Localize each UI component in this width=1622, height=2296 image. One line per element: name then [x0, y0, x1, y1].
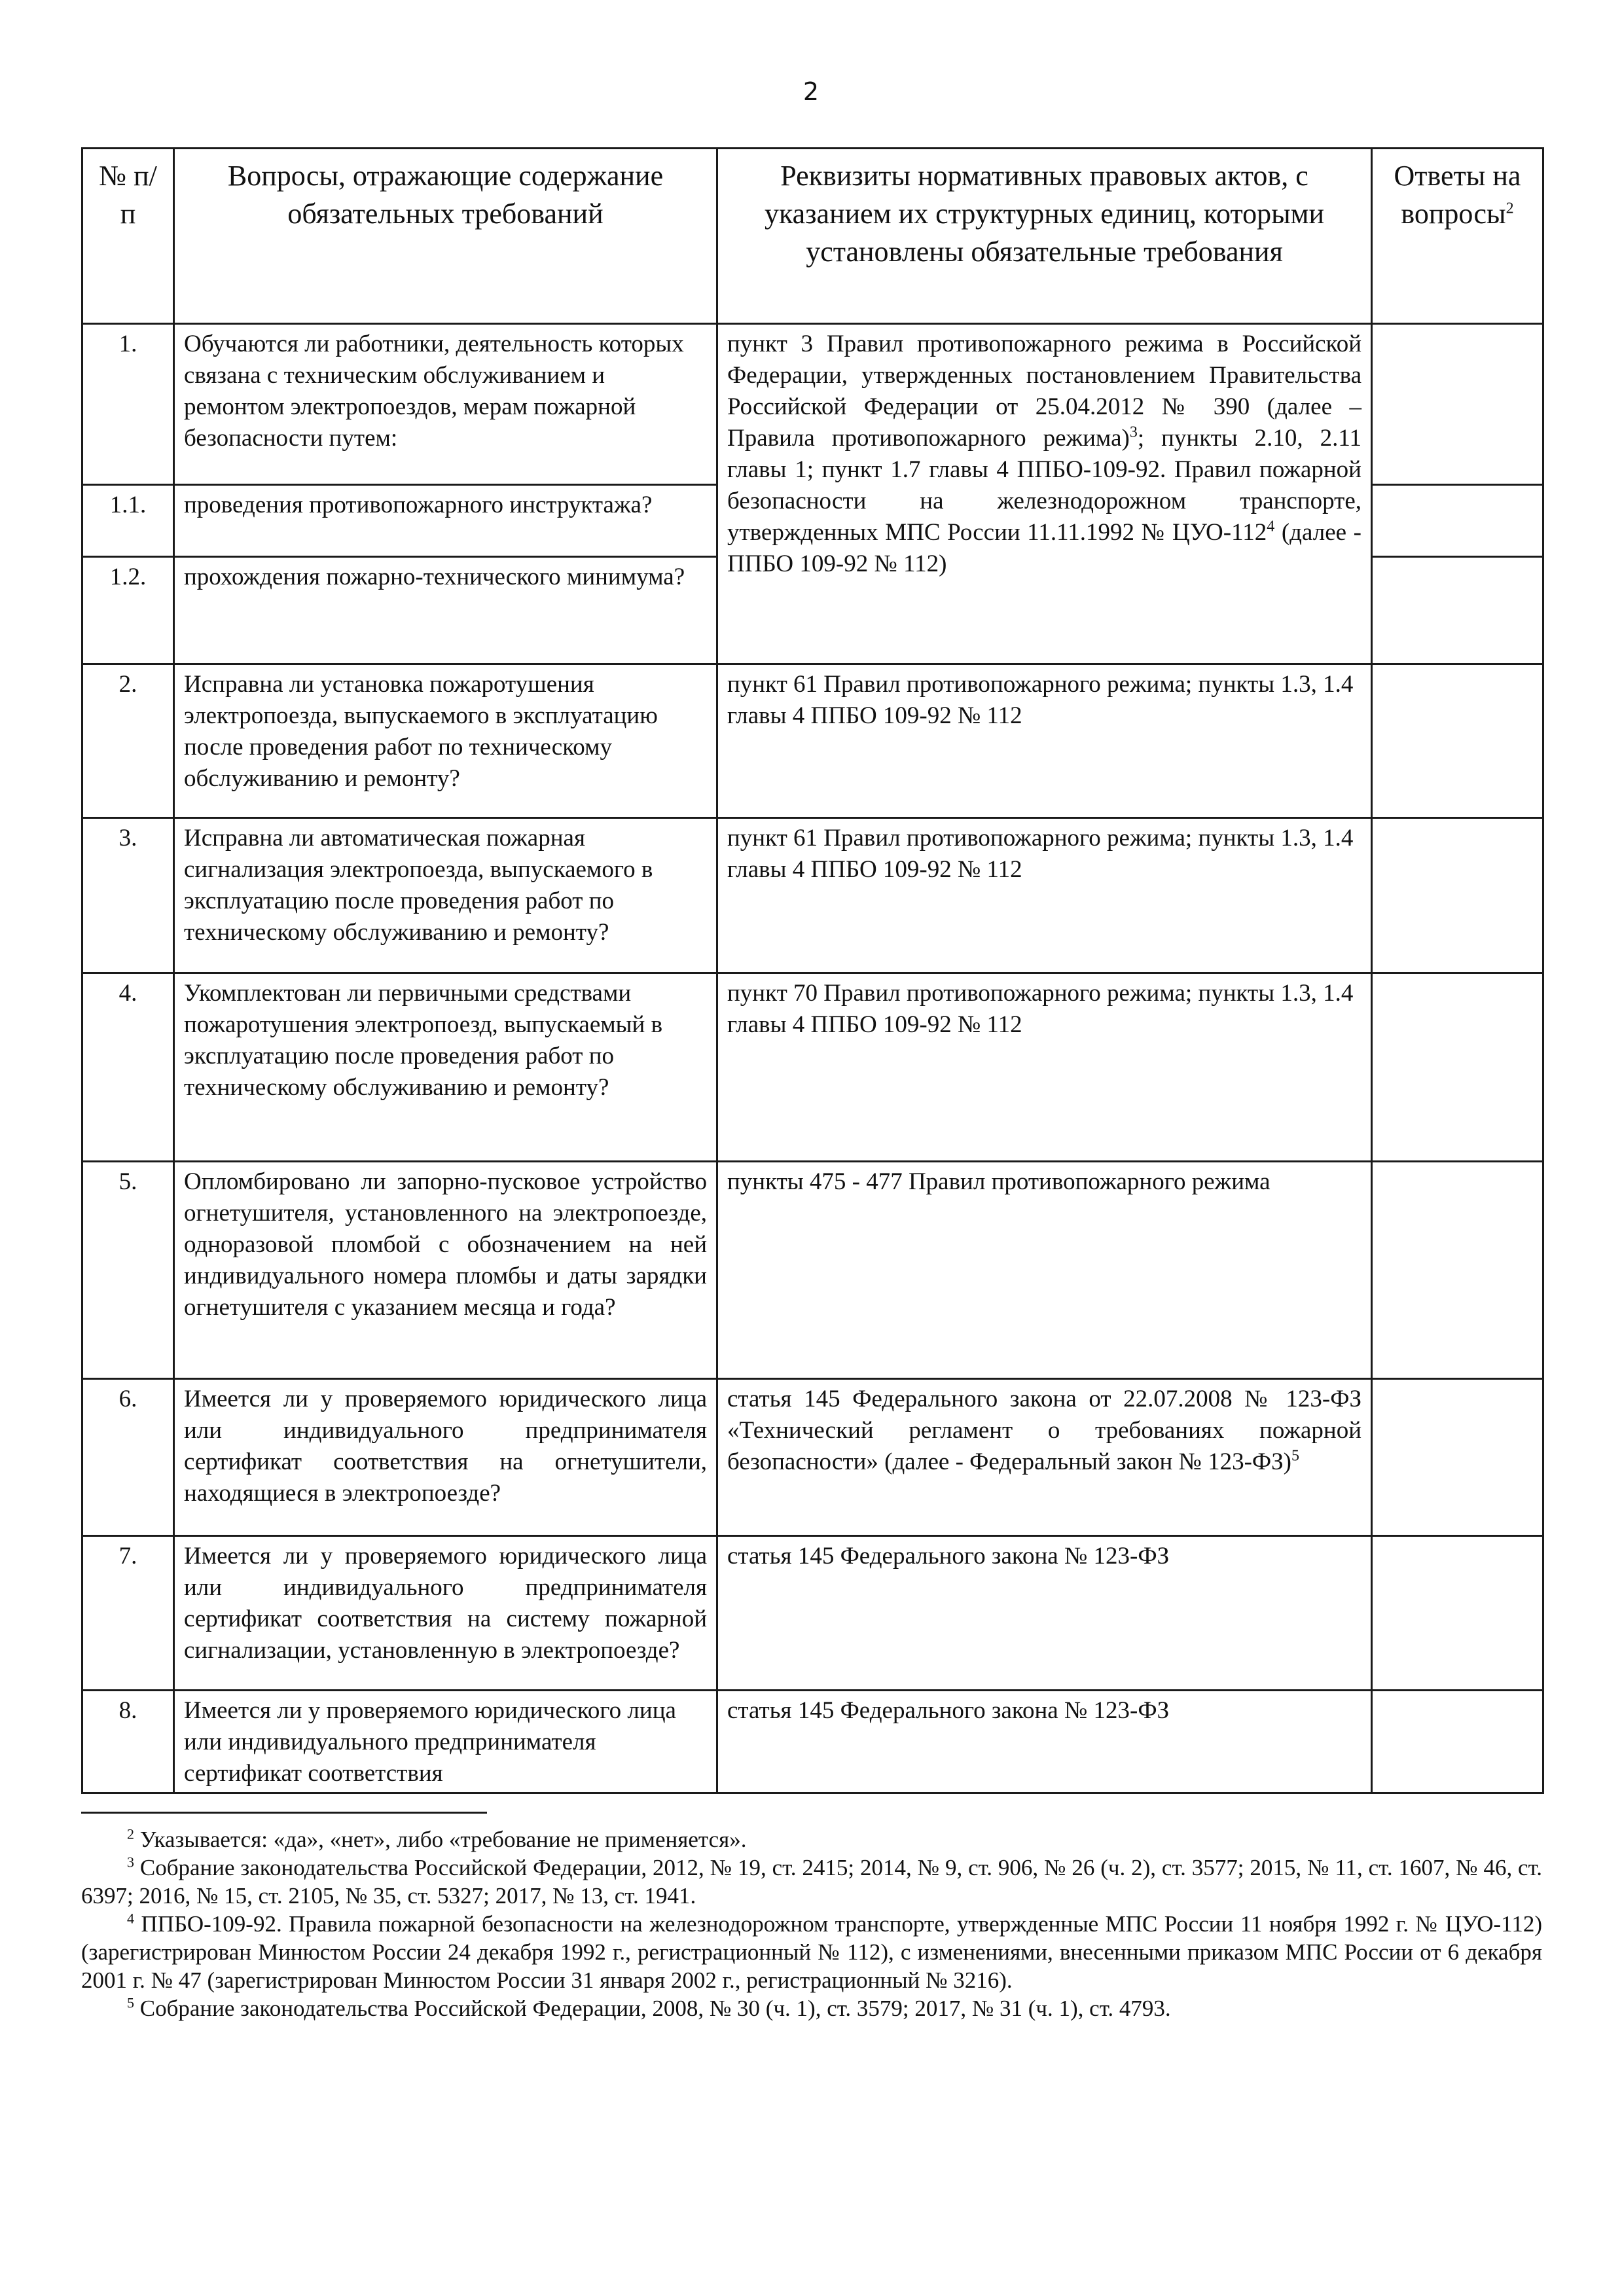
row-requisites: пункты 475 - 477 Правил противопожарного режима [717, 1162, 1372, 1379]
row-question: Исправна ли автоматическая пожарная сигнализация электропоезда, выпускаемого в эксплуатацию после проведения работ по техническому обслуживанию и ремонту? [174, 818, 717, 973]
row-num: 8. [82, 1691, 174, 1793]
row-question: Опломбировано ли запорно-пусковое устройство огнетушителя, установленного на электропоезде, одноразовой пломбой с обозначением на ней индивидуального номера пломбы и даты зарядки огнетушителя с указанием месяца и года? [174, 1162, 717, 1379]
row-question: Имеется ли у проверяемого юридического лица или индивидуального предпринимателя сертификат соответствия на систему пожарной сигнализации, установленную в электропоезде? [174, 1536, 717, 1691]
row-answer [1372, 1536, 1543, 1691]
row-num: 5. [82, 1162, 174, 1379]
table-row [82, 818, 1543, 973]
table-row [82, 324, 1543, 485]
row-question: Имеется ли у проверяемого юридического лица или индивидуального предпринимателя сертификат соответствия на огнетушители, находящиеся в электропоезде? [174, 1379, 717, 1536]
row-num: 4. [82, 973, 174, 1162]
header-requisites: Реквизиты нормативных правовых актов, с указанием их структурных единиц, которыми установлены обязательные требования [717, 149, 1372, 324]
footnote-5: $^5$ Собрание законодательства Российской Федерации, 2008, № 30 (ч. 1), ст. 3579; 2017, № 31 (ч. 1), ст. 4793. [127, 1994, 1171, 2021]
footnotes [81, 1812, 1542, 2022]
footnote-2: $^2$ Указывается: «да», «нет», либо «требование не применяется». [127, 1825, 747, 1852]
row-question: прохождения пожарно-технического минимума? [174, 557, 717, 664]
header-question: Вопросы, отражающие содержание обязательных требований [174, 149, 717, 324]
row-num: 3. [82, 818, 174, 973]
row-num: 2. [82, 664, 174, 818]
header-answers: Ответы на вопросы$^2$ [1372, 149, 1543, 324]
row-num: 7. [82, 1536, 174, 1691]
table-row [82, 664, 1543, 818]
row-answer [1372, 324, 1543, 485]
row-question: проведения противопожарного инструктажа? [174, 485, 717, 557]
row-answer [1372, 485, 1543, 557]
row-requisites: статья 145 Федерального закона № 123-ФЗ [717, 1691, 1372, 1793]
page-number: 2 [802, 77, 820, 106]
row-answer [1372, 557, 1543, 664]
table-row [82, 1379, 1543, 1536]
row-requisites: пункт 61 Правил противопожарного режима; пункты 1.3, 1.4 главы 4 ППБО 109-92 № 112 [717, 818, 1372, 973]
table-row [82, 1691, 1543, 1793]
header-num: № п/п [82, 149, 174, 324]
row-question: Обучаются ли работники, деятельность которых связана с техническим обслуживанием и ремонтом электропоездов, мерам пожарной безопасности путем: [174, 324, 717, 485]
footnote-4: $^4$ ППБО-109-92. Правила пожарной безопасности на железнодорожном транспорте, утвержденные МПС России 11 ноября 1992 г. № ЦУО-112) (зарегистрирован Минюстом России 24 декабря 1992 г., регистрационный № 112), с изменениями, внесенными приказом МПС России от 6 декабря 2001 г. № 47 (зарегистрирован Минюстом России 31 января 2002 г., регистрационный № 3216). [81, 1910, 1543, 1993]
footnote-ref-2: 2 [1505, 200, 1514, 217]
row-requisites: пункт 3 Правил противопожарного режима в Российской Федерации, утвержденных постановлением Правительства Российской Федерации от 25.04.2012 № 390 (далее – Правила противопожарного режима)$^3$; пункты 2.10, 2.11 главы 1; пункт 1.7 главы 4 ППБО-109-92. Правил пожарной безопасности на железнодорожном транспорте, утвержденных МПС России 11.11.1992 № ЦУО-$112^4$ (далее - ППБО 109-92 № 112) [717, 324, 1372, 664]
table-row [82, 973, 1543, 1162]
row-num: 1.2. [82, 557, 174, 664]
row-requisites: пункт 61 Правил противопожарного режима; пункты 1.3, 1.4 главы 4 ППБО 109-92 № 112 [717, 664, 1372, 818]
row-num: 1. [82, 324, 174, 485]
table-header-row [82, 149, 1543, 324]
row-num: 1.1. [82, 485, 174, 557]
table-row [82, 1162, 1543, 1379]
footnote-divider [81, 1812, 487, 1814]
footnote-ref-3: 3 [1129, 423, 1138, 441]
table-row [82, 1536, 1543, 1691]
row-answer [1372, 1691, 1543, 1793]
row-answer [1372, 1379, 1543, 1536]
requirements-table [81, 147, 1544, 1794]
row-question: Исправна ли установка пожаротушения электропоезда, выпускаемого в эксплуатацию после проведения работ по техническому обслуживанию и ремонту? [174, 664, 717, 818]
row-requisites: статья 145 Федерального закона от 22.07.2008 № 123-ФЗ «Технический регламент о требованиях пожарной безопасности» (далее - Федеральный закон № 123-ФЗ)$^5$ [717, 1379, 1372, 1536]
row-question: Укомплектован ли первичными средствами пожаротушения электропоезд, выпускаемый в эксплуатацию после проведения работ по техническому обслуживанию и ремонту? [174, 973, 717, 1162]
row-requisites: статья 145 Федерального закона № 123-ФЗ [717, 1536, 1372, 1691]
footnote-ref-5: 5 [1291, 1447, 1300, 1465]
row-answer [1372, 818, 1543, 973]
row-answer [1372, 664, 1543, 818]
row-requisites: пункт 70 Правил противопожарного режима; пункты 1.3, 1.4 главы 4 ППБО 109-92 № 112 [717, 973, 1372, 1162]
footnote-ref-4: 4 [1267, 518, 1275, 535]
footnote-3: $^3$ Собрание законодательства Российской Федерации, 2012, № 19, ст. 2415; 2014, № 9, ст. 906, № 26 (ч. 2), ст. 3577; 2015, № 11, ст. 1607, № 46, ст. 6397; 2016, № 15, ст. 2105, № 35, ст. 5327; 2017, № 13, ст. 1941. [81, 1854, 1543, 1909]
row-num: 6. [82, 1379, 174, 1536]
row-question: Имеется ли у проверяемого юридического лица или индивидуального предпринимателя сертификат соответствия [174, 1691, 717, 1793]
row-answer [1372, 973, 1543, 1162]
row-answer [1372, 1162, 1543, 1379]
